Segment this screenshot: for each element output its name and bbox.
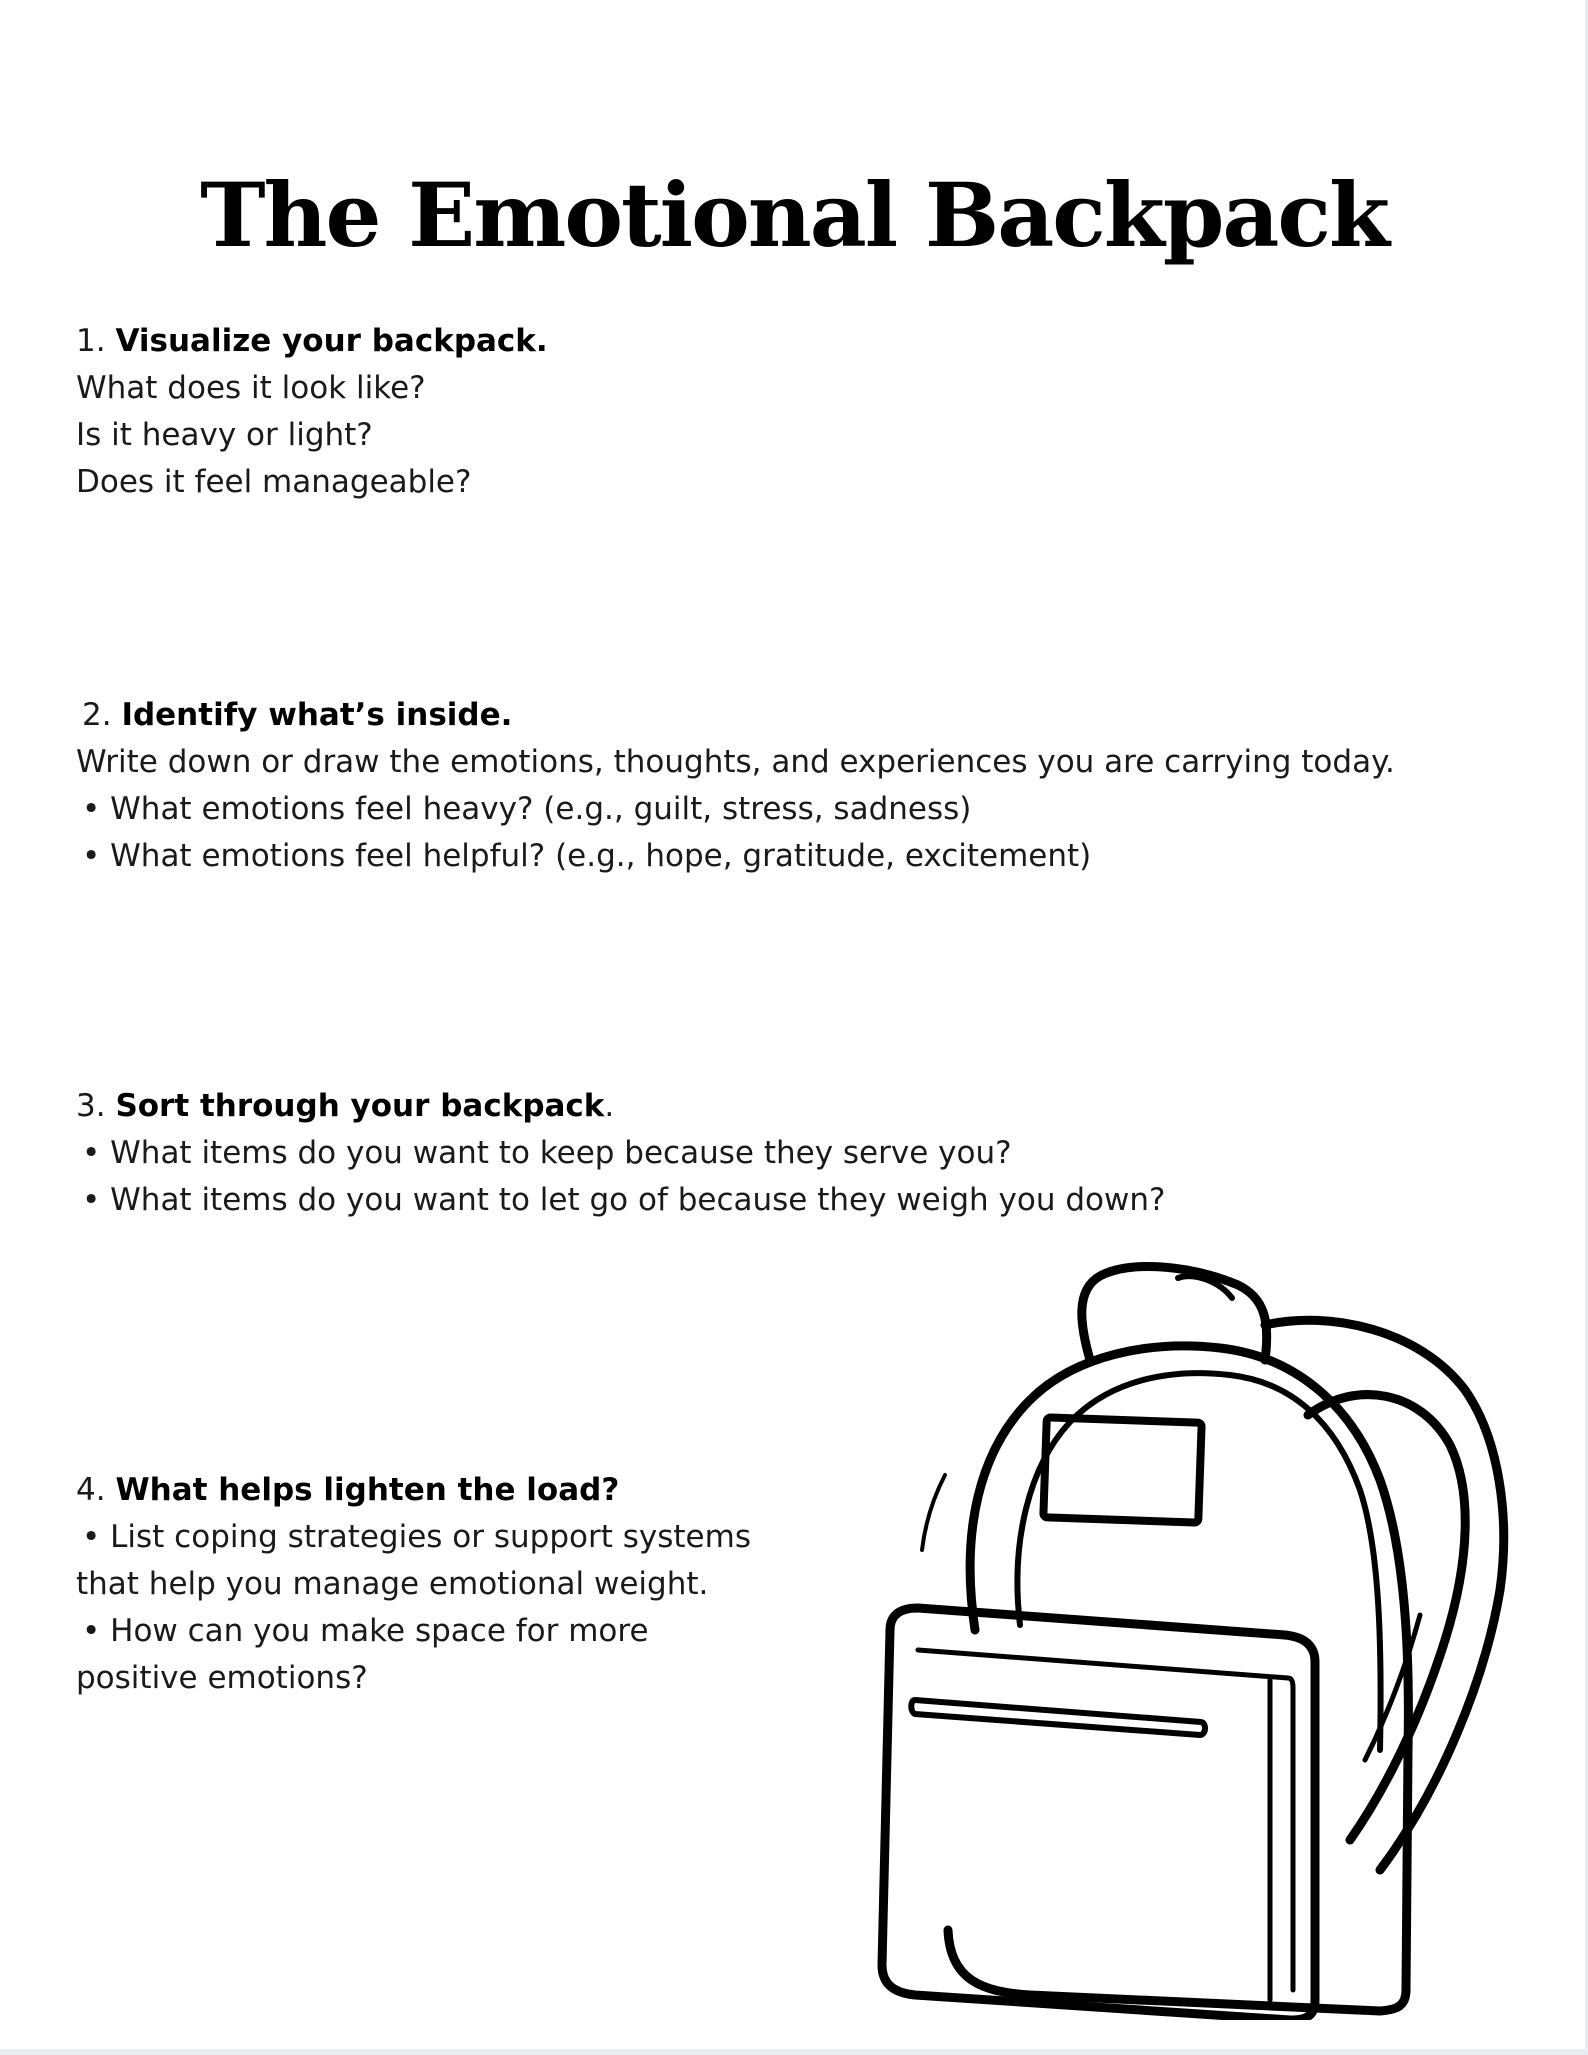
- section-heading-text: Visualize your backpack.: [115, 323, 548, 359]
- section-lighten: [76, 1467, 751, 1702]
- section-identify: [76, 692, 1395, 880]
- bullet-item: • List coping strategies or support systems: [82, 1519, 751, 1555]
- highlight: [922, 1475, 945, 1550]
- section-number: 3.: [76, 1088, 106, 1124]
- page-edge: [0, 2049, 1588, 2055]
- page-title: The Emotional Backpack: [200, 163, 1388, 267]
- front-pocket: [882, 1608, 1315, 2020]
- section-heading: [76, 1467, 751, 1514]
- front-pocket-inner: [918, 1650, 1293, 1990]
- bullet-item: • What emotions feel heavy? (e.g., guilt, stress, sadness): [82, 791, 972, 827]
- section-number: 2.: [82, 697, 112, 733]
- section-number: 1.: [76, 323, 106, 359]
- zipper-slot: [911, 1700, 1205, 1735]
- backpack-icon: [860, 1230, 1560, 2020]
- bullet-item: • How can you make space for more: [82, 1613, 649, 1649]
- bullet-item: • What emotions feel helpful? (e.g., hope, gratitude, excitement): [82, 838, 1092, 874]
- section-line: What does it look like?: [76, 370, 426, 406]
- section-heading: [76, 1083, 1165, 1130]
- section-line: Is it heavy or light?: [76, 417, 373, 453]
- section-line: positive emotions?: [76, 1660, 368, 1696]
- section-line: that help you manage emotional weight.: [76, 1566, 709, 1602]
- section-line: Write down or draw the emotions, thoughts, and experiences you are carrying today.: [76, 744, 1395, 780]
- heading-suffix: .: [604, 1088, 615, 1124]
- section-heading-text: What helps lighten the load?: [115, 1472, 620, 1508]
- section-heading: [76, 692, 1395, 739]
- label-patch: [1043, 1417, 1201, 1522]
- bullet-item: • What items do you want to keep because they serve you?: [82, 1135, 1012, 1171]
- bullet-item: • What items do you want to let go of because they weigh you down?: [82, 1182, 1166, 1218]
- section-line: Does it feel manageable?: [76, 464, 472, 500]
- section-number: 4.: [76, 1472, 106, 1508]
- section-visualize: [76, 318, 548, 506]
- section-heading: [76, 318, 548, 365]
- section-heading-text: Identify what’s inside.: [121, 697, 513, 733]
- section-sort: [76, 1083, 1165, 1224]
- section-heading-text: Sort through your backpack: [115, 1088, 605, 1124]
